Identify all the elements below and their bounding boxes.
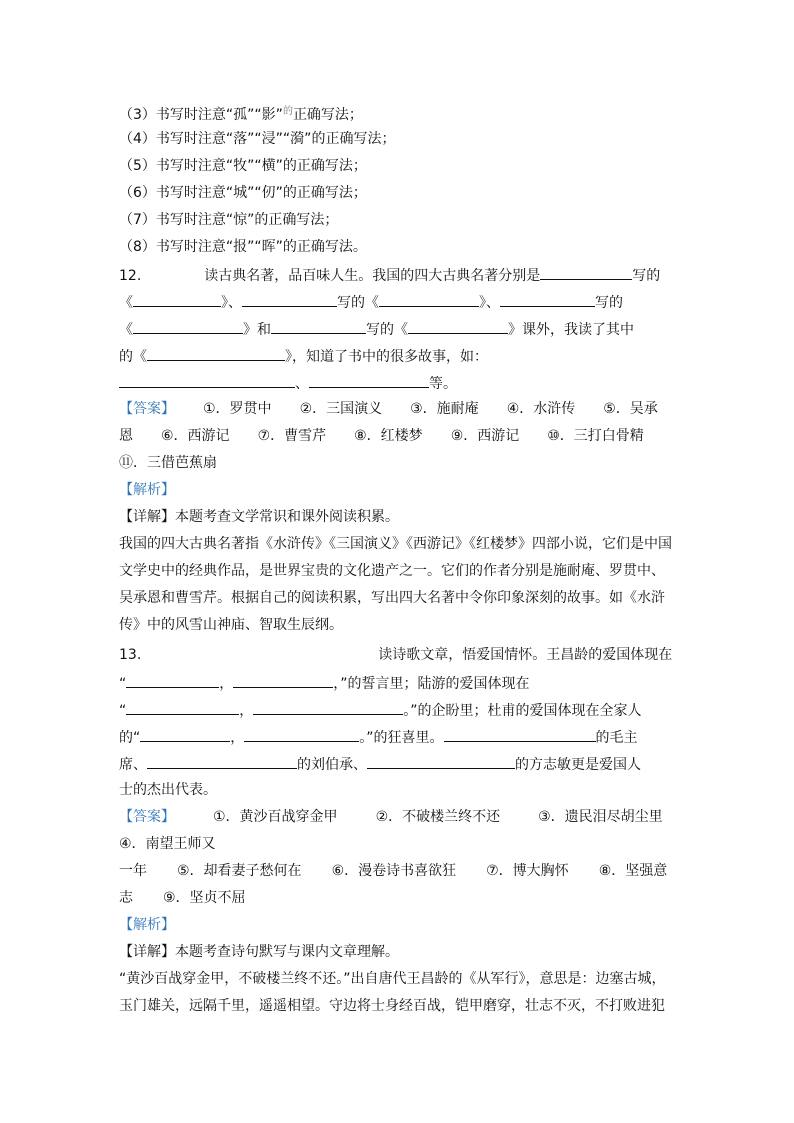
- note-line: [119, 157, 367, 175]
- analysis-label: 【解析】: [119, 482, 175, 498]
- text: 士的杰出代表。: [119, 782, 217, 798]
- text: ，: [230, 730, 245, 746]
- fill-blank[interactable]: [309, 373, 429, 388]
- fill-blank[interactable]: [500, 292, 595, 307]
- fill-blank[interactable]: [540, 265, 632, 280]
- answer-label: 【答案】: [119, 809, 175, 825]
- fill-blank[interactable]: [408, 319, 508, 334]
- answer-item: ⑤．却看妻子愁何在: [177, 863, 302, 879]
- answer-item: ⑨．西游记: [450, 428, 520, 444]
- q13-answer-line-2: [119, 835, 216, 853]
- q12-line-2: [119, 292, 623, 310]
- fill-blank[interactable]: [147, 346, 285, 361]
- fill-blank[interactable]: [147, 754, 297, 769]
- text: 席、: [119, 757, 147, 773]
- fill-blank[interactable]: [444, 727, 596, 742]
- fill-blank[interactable]: [140, 727, 230, 742]
- q13-line-5: [119, 754, 641, 772]
- text: 写的: [632, 268, 661, 284]
- text: ，: [239, 703, 254, 719]
- answer-item: ③．施耐庵: [410, 401, 479, 417]
- q12-line-3: [119, 319, 634, 337]
- answer-item: ⑦．曹雪芹: [257, 428, 327, 444]
- text: 的毛主: [595, 730, 638, 746]
- detail-text: 吴承恩和曹雪芹。根据自己的阅读积累，写出四大名著中令你印象深刻的故事。如《水浒: [119, 590, 665, 606]
- answer-item: ②．三国演义: [299, 401, 383, 417]
- question-prompt: 读诗歌文章，悟爱国情怀。王昌龄的爱国体现在: [378, 647, 673, 663]
- question-number: 13.: [119, 647, 142, 663]
- detail-text: 玉门雄关，远隔千里，遥遥相望。守边将士身经百战，铠甲磨穿，壮志不灭，不打败进犯: [119, 998, 665, 1014]
- note-text: 书写时注意“牧”“横”的正确写法；: [155, 158, 367, 174]
- q13-line-3: [119, 700, 642, 718]
- text: 《: [119, 295, 133, 311]
- text: “: [119, 676, 127, 692]
- q12-answer-line-2: [119, 427, 644, 445]
- fill-blank[interactable]: [133, 319, 243, 334]
- answer-label: 【答案】: [119, 401, 175, 417]
- answer-item: ⑤．吴承: [603, 401, 658, 417]
- q13-detail-line: [119, 970, 666, 988]
- note-line: [119, 211, 338, 229]
- fill-blank[interactable]: [244, 727, 359, 742]
- fill-blank[interactable]: [119, 373, 295, 388]
- text: 的方志敏更是爱国人: [515, 757, 641, 773]
- fill-blank[interactable]: [242, 292, 337, 307]
- fill-blank[interactable]: [126, 700, 239, 715]
- answer-item: ⑧．坚强意: [598, 863, 668, 879]
- answer-item: ⑦．博大胸怀: [486, 863, 569, 879]
- fill-blank[interactable]: [367, 754, 515, 769]
- q12-detail-line: [119, 508, 399, 526]
- answer-item: ⑪．三借芭蕉扇: [119, 455, 217, 471]
- answer-item: ⑧．红楼梦: [354, 428, 423, 444]
- note-line: [119, 238, 367, 256]
- note-number: （4）: [119, 131, 156, 147]
- answer-item: ⑩．三打白骨精: [547, 428, 644, 444]
- text: 》、: [479, 295, 500, 311]
- text: 》和: [243, 322, 271, 338]
- note-text: 书写时注意“城”“仞”的正确写法；: [155, 185, 367, 201]
- answer-item: 志: [119, 890, 133, 906]
- text: “: [119, 703, 127, 719]
- question-prompt: 读古典名著，品百味人生。我国的四大古典名著分别是: [204, 268, 541, 284]
- q12-analysis-label: [119, 481, 175, 499]
- answer-item: ②．不破楼兰终不还: [375, 809, 501, 825]
- q12-line-4: [119, 346, 488, 364]
- q12-detail-line: [119, 589, 665, 607]
- fill-blank[interactable]: [253, 700, 403, 715]
- note-text: 书写时注意“孤”“影”: [155, 107, 283, 123]
- q13-line-1: [119, 646, 672, 664]
- answer-item: 恩: [119, 428, 133, 444]
- text: 。”的狂喜里。: [359, 730, 444, 746]
- text: 的“: [119, 730, 141, 746]
- detail-text: 传》中的风雪山神庙、智取生辰纲。: [119, 617, 343, 633]
- note-number: （5）: [119, 158, 156, 174]
- q12-line-5: [119, 373, 457, 391]
- q13-line-6: [119, 781, 217, 799]
- text: 写的《: [366, 322, 408, 338]
- fill-blank[interactable]: [126, 673, 219, 688]
- note-superscript: 的: [282, 106, 293, 117]
- note-number: （8）: [119, 239, 156, 255]
- note-text-tail: 正确写法；: [292, 107, 363, 123]
- q13-answer-line-1: [119, 808, 663, 826]
- answer-item: ⑥．西游记: [161, 428, 230, 444]
- text: 》课外，我读了其中: [508, 322, 634, 338]
- text: 》、: [221, 295, 242, 311]
- q12-answer-line-3: [119, 454, 217, 472]
- text: ，”的誓言里；陆游的爱国体现在: [333, 676, 530, 692]
- fill-blank[interactable]: [379, 292, 479, 307]
- note-number: （3）: [119, 107, 156, 123]
- q12-detail-line: [119, 535, 672, 553]
- text: 、: [295, 376, 309, 392]
- q13-detail-line: [119, 943, 399, 961]
- text: 的刘伯承、: [297, 757, 367, 773]
- note-number: （7）: [119, 212, 156, 228]
- q13-detail-line: [119, 997, 665, 1015]
- fill-blank[interactable]: [271, 319, 366, 334]
- q13-line-2: [119, 673, 530, 691]
- detail-text: 【详解】本题考查诗句默写与课内文章理解。: [119, 944, 399, 960]
- question-number: 12.: [119, 268, 142, 284]
- fill-blank[interactable]: [133, 292, 221, 307]
- q12-detail-line: [119, 562, 665, 580]
- detail-text: “黄沙百战穿金甲，不破楼兰终不还。”出自唐代王昌龄的《从军行》，意思是：边塞古城，: [119, 971, 666, 987]
- q12-line-1: [119, 265, 660, 283]
- answer-item: ④．南望王师又: [119, 836, 216, 852]
- text: 等。: [429, 376, 457, 392]
- text: 。”的企盼里；杜甫的爱国体现在全家人: [403, 703, 642, 719]
- q13-analysis-label: [119, 916, 175, 934]
- answer-item: ⑥．漫卷诗书喜欲狂: [331, 863, 457, 879]
- text: 写的《: [337, 295, 379, 311]
- detail-text: 文学史中的经典作品，是世界宝贵的文化遗产之一。它们的作者分别是施耐庵、罗贯中、: [119, 563, 665, 579]
- q13-line-4: [119, 727, 638, 745]
- q13-answer-line-4: [119, 889, 246, 907]
- note-text: 书写时注意“落”“浸”“漪”的正确写法；: [155, 131, 396, 147]
- answer-item: ①．罗贯中: [203, 401, 272, 417]
- text: 的《: [119, 349, 147, 365]
- note-line: [119, 103, 363, 121]
- text: 《: [119, 322, 133, 338]
- detail-text: 我国的四大古典名著指《水浒传》《三国演义》《西游记》《红楼梦》四部小说，它们是中国: [119, 536, 672, 552]
- fill-blank[interactable]: [233, 673, 333, 688]
- answer-item: ③．遗民泪尽胡尘里: [538, 809, 663, 825]
- text: ，: [219, 676, 234, 692]
- text: 写的: [595, 295, 623, 311]
- answer-item: 一年: [119, 863, 147, 879]
- text: 》，知道了书中的很多故事，如：: [285, 349, 488, 365]
- note-number: （6）: [119, 185, 156, 201]
- note-text: 书写时注意“惊”的正确写法；: [155, 212, 339, 228]
- answer-item: ①．黄沙百战穿金甲: [213, 809, 338, 825]
- note-line: [119, 130, 395, 148]
- note-text: 书写时注意“报”“晖”的正确写法。: [155, 239, 367, 255]
- note-line: [119, 184, 367, 202]
- detail-text: 【详解】本题考查文学常识和课外阅读积累。: [119, 509, 399, 525]
- q12-answer-line-1: [119, 400, 658, 418]
- q13-answer-line-3: [119, 862, 667, 880]
- q12-detail-line: [119, 616, 343, 634]
- answer-item: ⑨．坚贞不屈: [163, 890, 246, 906]
- answer-item: ④．水浒传: [506, 401, 576, 417]
- analysis-label: 【解析】: [119, 917, 175, 933]
